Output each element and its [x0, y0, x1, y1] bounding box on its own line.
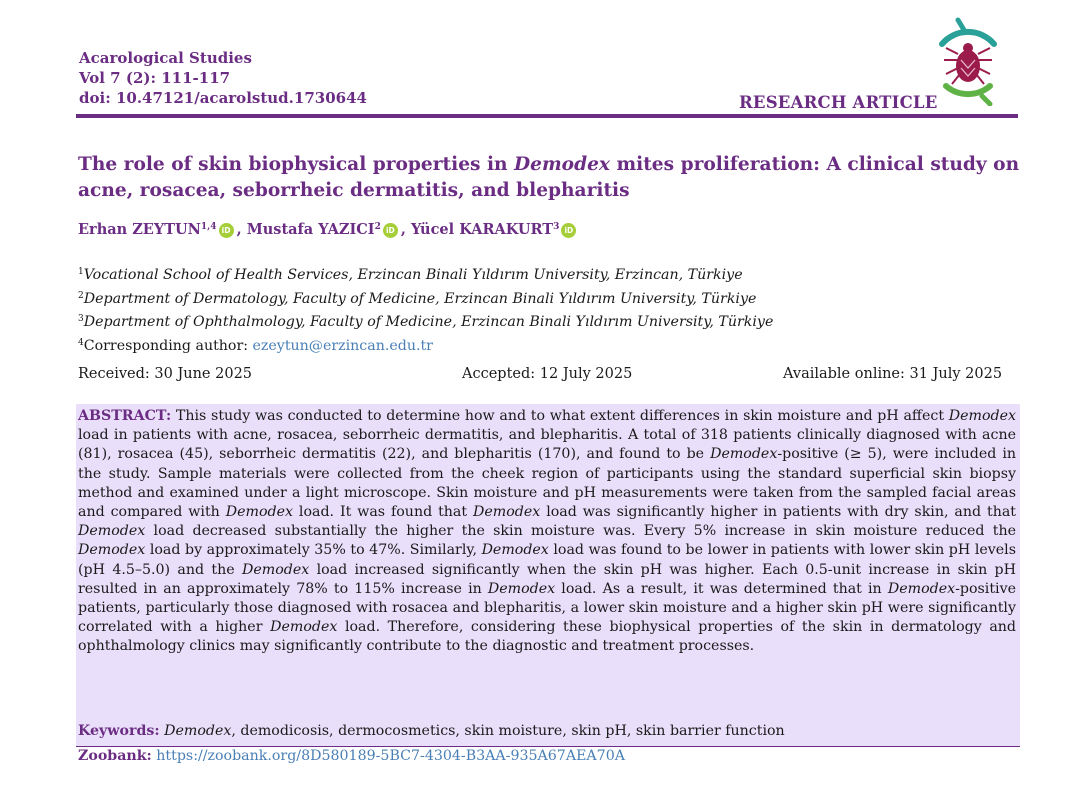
- abstract-italic-term: Demodex: [887, 580, 956, 597]
- article-title: [78, 152, 1023, 204]
- affiliation-text: Department of Dermatology, Faculty of Medicine, Erzincan Binali Yıldırım University, Türkiye: [83, 290, 757, 307]
- author-name: Erhan ZEYTUN: [78, 221, 201, 238]
- corresponding-label: Corresponding author:: [83, 337, 253, 354]
- abstract-text-segment: load was found to be lower in patients with lower skin pH levels (pH 4.5–5.0) and the: [78, 542, 1016, 578]
- abstract-text-segment: load. As a result, it was determined that in: [555, 580, 888, 597]
- zoobank-label: Zoobank:: [78, 748, 152, 764]
- author-affil-sup: 3: [553, 222, 560, 232]
- abstract: [78, 407, 1016, 657]
- corresponding-author: [78, 333, 773, 357]
- affiliation-text: Department of Ophthalmology, Faculty of Medicine, Erzincan Binali Yıldırım University, Türkiye: [83, 314, 774, 330]
- received-date: Received: 30 June 2025: [78, 366, 253, 382]
- abstract-text-segment: load was significantly higher in patients with dry skin, and that: [540, 504, 1017, 521]
- author-list: [78, 221, 579, 238]
- corresponding-email-link[interactable]: ezeytun@erzincan.edu.tr: [252, 337, 433, 354]
- abstract-italic-term: Demodex: [78, 523, 146, 540]
- abstract-text-segment: -positive patients, particularly those diagnosed with rosacea and blepharitis, a lower skin moisture and a higher skin pH were significantly correlated with a higher: [78, 580, 1016, 636]
- abstract-text-segment: load in patients with acne, rosacea, seborrheic dermatitis, and blepharitis. A total of 318 patients clinically diagnosed with acne (81), rosacea (45), seborrheic dermatitis (22), and blepharitis (170), and found to be: [78, 427, 1016, 463]
- abstract-italic-term: Demodex: [241, 561, 310, 578]
- journal-name: Acarological Studies: [79, 49, 252, 67]
- accepted-date: Accepted: 12 July 2025: [462, 366, 633, 382]
- affiliation-sup: 3: [78, 314, 84, 324]
- abstract-text-segment: This study was conducted to determine how and to what extent differences in skin moisture and pH affect: [171, 408, 949, 424]
- journal-doi: doi: 10.47121/acarolstud.1730644: [79, 89, 367, 107]
- abstract-text-segment: -positive (≥ 5), were included in the study. Sample materials were collected from the cheek region of participants using the standard superficial skin biopsy method and examined under a light microscope. Skin moisture and pH measurements were taken from the sampled facial areas and compared with: [78, 446, 1016, 521]
- author-sep: ,: [236, 221, 247, 238]
- abstract-text-segment: load. It was found that: [292, 504, 474, 521]
- abstract-text-segment: load decreased substantially the higher the skin moisture was. Every 5% increase in skin moisture reduced the: [145, 523, 1016, 540]
- abstract-text-segment: load increased significantly when the skin pH was higher. Each 0.5-unit increase in skin pH resulted in an approximately 78% to 115% increase in: [78, 561, 1016, 597]
- author-name: Mustafa YAZICI: [246, 221, 375, 238]
- orcid-icon[interactable]: iD: [383, 223, 398, 238]
- abstract-italic-term: Demodex: [487, 580, 556, 597]
- title-part2: mites proliferation: A clinical study on acne, rosacea, seborrheic dermatitis, and blepharitis: [78, 154, 1020, 201]
- zoobank: [78, 748, 625, 764]
- abstract-italic-term: Demodex: [481, 542, 549, 559]
- orcid-icon[interactable]: iD: [561, 223, 576, 238]
- abstract-label: ABSTRACT:: [78, 408, 172, 424]
- abstract-italic-term: Demodex: [948, 408, 1016, 424]
- author-affil-sup: 2: [374, 222, 381, 232]
- affiliation: [78, 309, 773, 333]
- author-affil-sup: 1,4: [200, 222, 217, 232]
- journal-volume: Vol 7 (2): 111-117: [79, 69, 231, 87]
- abstract-italic-term: Demodex: [710, 446, 778, 463]
- journal-info: [79, 48, 367, 108]
- affiliation: [78, 286, 773, 310]
- abstract-italic-term: Demodex: [473, 504, 541, 521]
- abstract-text-segment: load. Therefore, considering these biophysical properties of the skin in dermatology and ophthalmology clinics may significantly contribute to the diagnostic and treatment processes.: [78, 619, 1016, 655]
- keywords-rest: , demodicosis, dermocosmetics, skin moisture, skin pH, skin barrier function: [231, 723, 785, 739]
- affiliation-text: Vocational School of Health Services, Erzincan Binali Yıldırım University, Erzincan, Türkiye: [83, 267, 743, 283]
- title-part1: The role of skin biophysical properties in: [78, 154, 515, 175]
- keywords-label: Keywords:: [78, 723, 160, 739]
- abstract-italic-term: Demodex: [78, 542, 146, 559]
- header-rule: [76, 114, 1018, 118]
- affiliations: [78, 262, 773, 356]
- affiliation: [78, 262, 773, 286]
- abstract-italic-term: Demodex: [270, 619, 338, 636]
- abstract-italic-term: Demodex: [225, 504, 293, 521]
- author-name: Yücel KARAKURT: [410, 221, 554, 238]
- title-italic: Demodex: [514, 154, 610, 175]
- keyword-italic: Demodex: [164, 723, 232, 739]
- affiliation-sup: 1: [78, 267, 84, 277]
- article-type: RESEARCH ARTICLE: [739, 93, 938, 112]
- abstract-text-segment: load by approximately 35% to 47%. Similarly,: [145, 542, 482, 559]
- keywords: [78, 723, 785, 739]
- available-date: Available online: 31 July 2025: [783, 366, 1003, 382]
- zoobank-link[interactable]: https://zoobank.org/8D580189-5BC7-4304-B3AA-935A67AEA70A: [156, 748, 625, 764]
- orcid-icon[interactable]: iD: [219, 223, 234, 238]
- corresponding-sup: 4: [78, 337, 84, 348]
- author-sep: ,: [400, 221, 411, 238]
- mite-logo: [928, 14, 1008, 106]
- affiliation-sup: 2: [78, 290, 84, 301]
